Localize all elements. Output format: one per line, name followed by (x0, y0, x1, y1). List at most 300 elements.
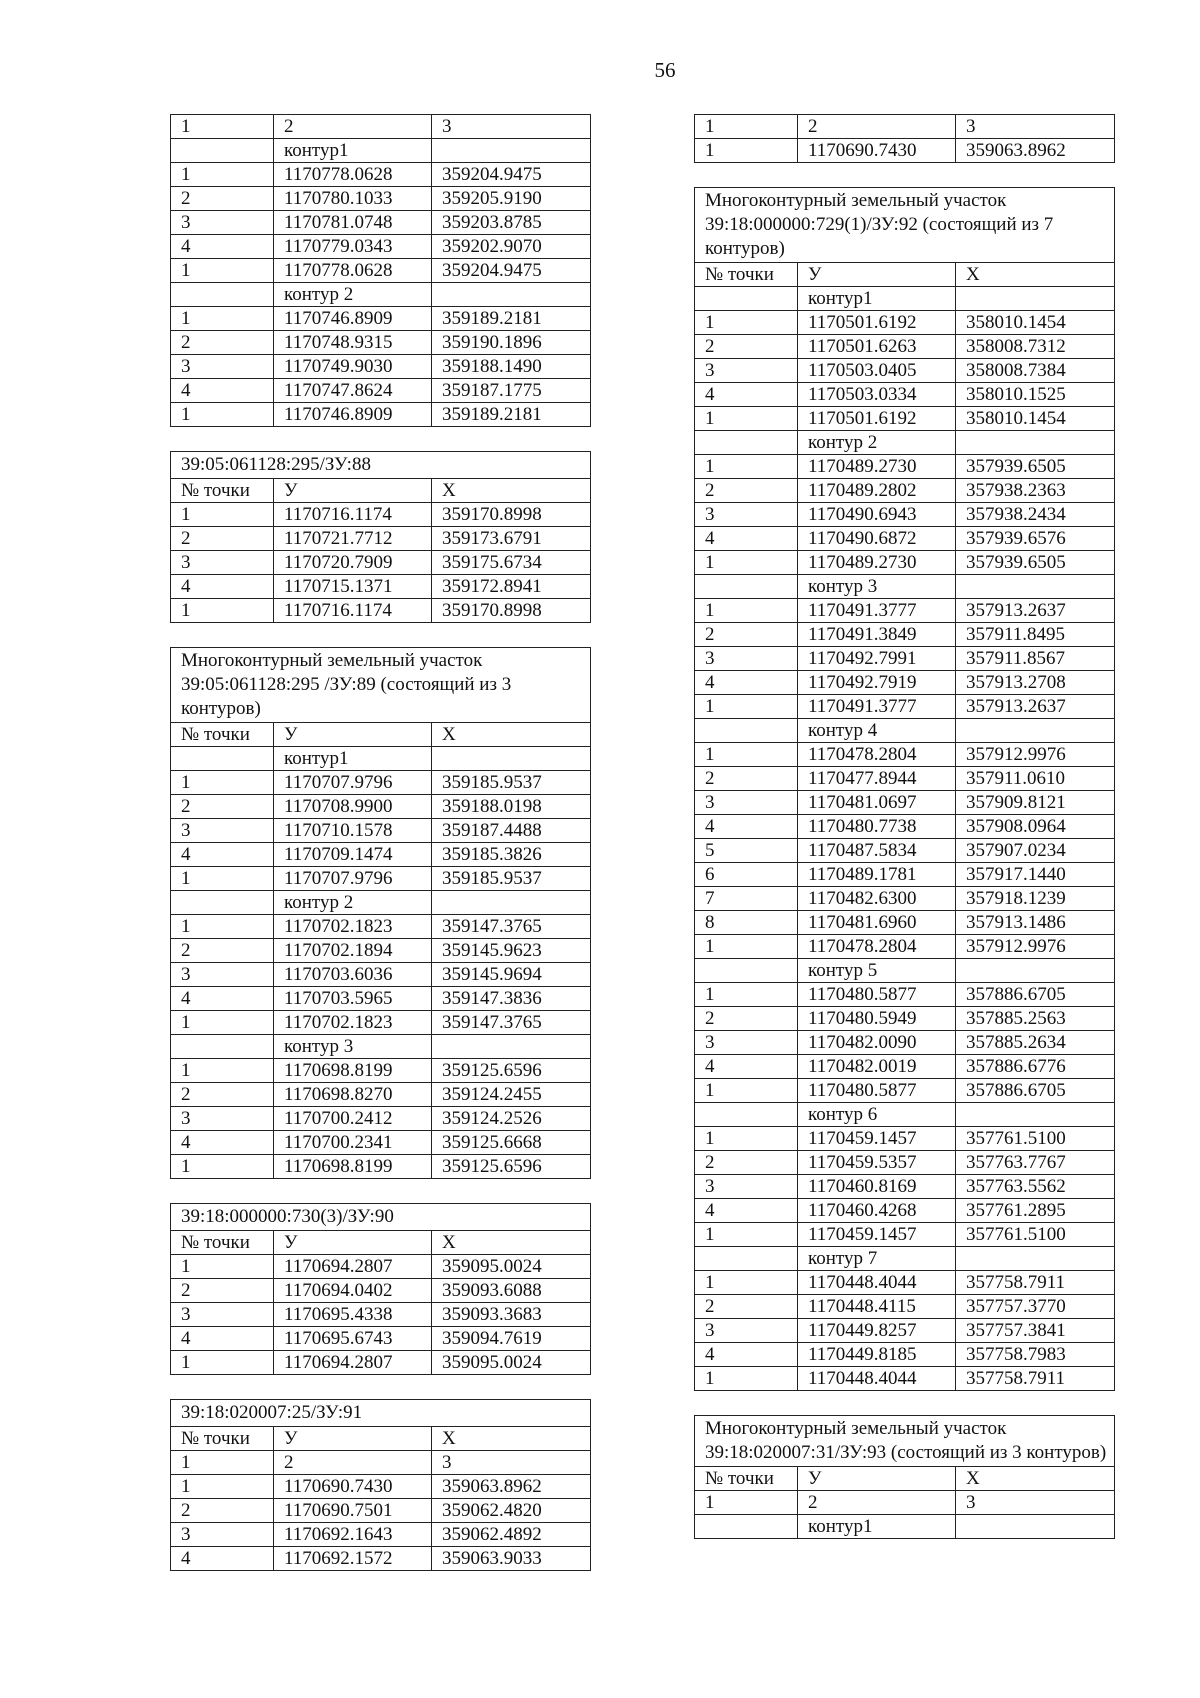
x-coordinate-cell: 357757.3770 (956, 1295, 1115, 1319)
y-coordinate-cell: 1170491.3849 (798, 623, 956, 647)
point-number-cell: 3 (171, 551, 274, 575)
x-coordinate-cell: 357939.6505 (956, 551, 1115, 575)
y-coordinate-cell: контур 6 (798, 1103, 956, 1127)
table-header-row (171, 1427, 591, 1451)
x-coordinate-cell: 357939.6505 (956, 455, 1115, 479)
y-coordinate-cell: 1170449.8257 (798, 1319, 956, 1343)
x-coordinate-cell: 357909.8121 (956, 791, 1115, 815)
point-number-cell (695, 719, 798, 743)
point-number-cell: 4 (695, 1055, 798, 1079)
x-coordinate-cell: 359095.0024 (432, 1255, 591, 1279)
table-row (171, 527, 591, 551)
y-coordinate-cell: 1170482.0090 (798, 1031, 956, 1055)
y-coordinate-cell: 1170491.3777 (798, 695, 956, 719)
y-coordinate-cell: 1170478.2804 (798, 935, 956, 959)
x-coordinate-cell (956, 1247, 1115, 1271)
x-coordinate-cell: 357911.8567 (956, 647, 1115, 671)
y-coordinate-cell: контур 2 (274, 283, 432, 307)
point-number-cell: 1 (171, 259, 274, 283)
table-row (695, 983, 1115, 1007)
x-coordinate-cell: 359204.9475 (432, 259, 591, 283)
point-number-cell (171, 139, 274, 163)
point-number-cell: 1 (695, 983, 798, 1007)
x-coordinate-cell: 357886.6705 (956, 1079, 1115, 1103)
coordinate-table (694, 114, 1115, 163)
point-number-cell: 3 (695, 1175, 798, 1199)
column-header: № точки (171, 1427, 274, 1451)
y-coordinate-cell: 1170715.1371 (274, 575, 432, 599)
table-title: Многоконтурный земельный участок 39:18:020007:31/ЗУ:93 (состоящий из 3 контуров) (695, 1416, 1115, 1467)
table-row (695, 911, 1115, 935)
y-coordinate-cell: 1170703.5965 (274, 987, 432, 1011)
y-coordinate-cell: 1170779.0343 (274, 235, 432, 259)
coordinate-table (694, 187, 1115, 1391)
y-coordinate-cell: 1170694.2807 (274, 1351, 432, 1375)
y-coordinate-cell: 1170489.2730 (798, 551, 956, 575)
table-row (171, 1255, 591, 1279)
right-column (694, 114, 1114, 1563)
x-coordinate-cell: 358010.1525 (956, 383, 1115, 407)
table-row (695, 1103, 1115, 1127)
x-coordinate-cell: 359175.6734 (432, 551, 591, 575)
x-coordinate-cell: 359205.9190 (432, 187, 591, 211)
table-row (171, 163, 591, 187)
table-row (171, 891, 591, 915)
table-row (171, 819, 591, 843)
table-row (171, 1351, 591, 1375)
point-number-cell: 1 (171, 403, 274, 427)
x-coordinate-cell: 357763.7767 (956, 1151, 1115, 1175)
table-row (171, 795, 591, 819)
y-coordinate-cell: 1170698.8199 (274, 1059, 432, 1083)
coordinate-table (170, 1399, 591, 1571)
x-coordinate-cell: 359170.8998 (432, 503, 591, 527)
point-number-cell (695, 575, 798, 599)
y-coordinate-cell: 1170716.1174 (274, 503, 432, 527)
column-header: 3 (432, 115, 591, 139)
table-row (171, 259, 591, 283)
table-row (171, 1083, 591, 1107)
point-number-cell: 4 (171, 987, 274, 1011)
table-row (171, 1451, 591, 1475)
x-coordinate-cell: 359094.7619 (432, 1327, 591, 1351)
point-number-cell: 1 (695, 139, 798, 163)
point-number-cell: 1 (695, 1367, 798, 1391)
y-coordinate-cell: 1170459.1457 (798, 1127, 956, 1151)
table-row (171, 235, 591, 259)
x-coordinate-cell: 359063.8962 (956, 139, 1115, 163)
table-row (695, 1271, 1115, 1295)
y-coordinate-cell: 1170489.2802 (798, 479, 956, 503)
point-number-cell (695, 1247, 798, 1271)
table-row (171, 355, 591, 379)
point-number-cell: 2 (695, 623, 798, 647)
point-number-cell: 3 (171, 355, 274, 379)
point-number-cell: 5 (695, 839, 798, 863)
point-number-cell (695, 1103, 798, 1127)
table-row (171, 503, 591, 527)
point-number-cell: 2 (695, 767, 798, 791)
x-coordinate-cell: 359147.3836 (432, 987, 591, 1011)
y-coordinate-cell: 1170477.8944 (798, 767, 956, 791)
x-coordinate-cell: 359188.1490 (432, 355, 591, 379)
point-number-cell: 1 (171, 163, 274, 187)
y-coordinate-cell: 1170694.2807 (274, 1255, 432, 1279)
y-coordinate-cell: 1170489.2730 (798, 455, 956, 479)
x-coordinate-cell: 359125.6596 (432, 1155, 591, 1179)
point-number-cell: 1 (695, 1491, 798, 1515)
y-coordinate-cell: 1170501.6192 (798, 407, 956, 431)
x-coordinate-cell: 359147.3765 (432, 1011, 591, 1035)
table-row (695, 791, 1115, 815)
x-coordinate-cell: 359190.1896 (432, 331, 591, 355)
x-coordinate-cell: 359145.9623 (432, 939, 591, 963)
x-coordinate-cell (956, 431, 1115, 455)
point-number-cell: 1 (171, 1155, 274, 1179)
y-coordinate-cell: контур1 (798, 287, 956, 311)
table-row (695, 887, 1115, 911)
x-coordinate-cell (956, 575, 1115, 599)
y-coordinate-cell: 1170501.6192 (798, 311, 956, 335)
table-header-row (171, 723, 591, 747)
point-number-cell (695, 431, 798, 455)
point-number-cell: 1 (171, 503, 274, 527)
column-header: 1 (695, 115, 798, 139)
column-header: № точки (695, 1467, 798, 1491)
table-title-row (171, 1204, 591, 1231)
left-column (170, 114, 590, 1595)
table-row (171, 1475, 591, 1499)
x-coordinate-cell: 359125.6596 (432, 1059, 591, 1083)
table-header-row (695, 263, 1115, 287)
column-header: У (274, 723, 432, 747)
x-coordinate-cell: 359185.3826 (432, 843, 591, 867)
y-coordinate-cell: 1170721.7712 (274, 527, 432, 551)
coordinate-table (170, 647, 591, 1179)
y-coordinate-cell: 1170492.7991 (798, 647, 956, 671)
point-number-cell: 1 (695, 743, 798, 767)
table-row (171, 403, 591, 427)
table-row (171, 867, 591, 891)
y-coordinate-cell: контур 2 (798, 431, 956, 455)
y-coordinate-cell: 1170448.4044 (798, 1271, 956, 1295)
table-row (695, 767, 1115, 791)
x-coordinate-cell (956, 719, 1115, 743)
table-row (171, 283, 591, 307)
table-row (695, 1223, 1115, 1247)
y-coordinate-cell: 1170707.9796 (274, 771, 432, 795)
point-number-cell: 2 (171, 187, 274, 211)
table-row (171, 843, 591, 867)
point-number-cell: 1 (171, 1351, 274, 1375)
point-number-cell: 6 (695, 863, 798, 887)
column-header: 2 (274, 115, 432, 139)
y-coordinate-cell: 1170480.5949 (798, 1007, 956, 1031)
table-row (695, 503, 1115, 527)
x-coordinate-cell: 357911.0610 (956, 767, 1115, 791)
table-title-row (171, 648, 591, 723)
y-coordinate-cell: 1170694.0402 (274, 1279, 432, 1303)
column-header: № точки (171, 1231, 274, 1255)
table-row (695, 839, 1115, 863)
x-coordinate-cell: 357913.2637 (956, 599, 1115, 623)
table-title: 39:18:000000:730(3)/ЗУ:90 (171, 1204, 591, 1231)
x-coordinate-cell: 359062.4820 (432, 1499, 591, 1523)
x-coordinate-cell: 357913.1486 (956, 911, 1115, 935)
column-header: № точки (171, 479, 274, 503)
table-row (695, 335, 1115, 359)
point-number-cell: 3 (171, 1303, 274, 1327)
point-number-cell: 1 (171, 1451, 274, 1475)
table-row (695, 1319, 1115, 1343)
table-row (171, 963, 591, 987)
y-coordinate-cell: 1170703.6036 (274, 963, 432, 987)
y-coordinate-cell: 1170716.1174 (274, 599, 432, 623)
table-title-row (695, 1416, 1115, 1467)
table-title: 39:18:020007:25/ЗУ:91 (171, 1400, 591, 1427)
point-number-cell: 1 (171, 867, 274, 891)
x-coordinate-cell: 3 (956, 1491, 1115, 1515)
table-title: Многоконтурный земельный участок 39:18:000000:729(1)/ЗУ:92 (состоящий из 7 контуров) (695, 188, 1115, 263)
table-header-row (695, 115, 1115, 139)
x-coordinate-cell (432, 139, 591, 163)
y-coordinate-cell: 1170708.9900 (274, 795, 432, 819)
point-number-cell: 4 (171, 235, 274, 259)
table-header-row (171, 1231, 591, 1255)
y-coordinate-cell: 1170690.7501 (274, 1499, 432, 1523)
x-coordinate-cell: 359202.9070 (432, 235, 591, 259)
table-row (695, 1367, 1115, 1391)
point-number-cell: 1 (695, 695, 798, 719)
y-coordinate-cell: 1170690.7430 (274, 1475, 432, 1499)
table-row (695, 743, 1115, 767)
column-header: Х (956, 1467, 1115, 1491)
x-coordinate-cell: 359063.8962 (432, 1475, 591, 1499)
table-row (695, 1199, 1115, 1223)
x-coordinate-cell: 357758.7983 (956, 1343, 1115, 1367)
point-number-cell (171, 1035, 274, 1059)
y-coordinate-cell: 1170698.8270 (274, 1083, 432, 1107)
x-coordinate-cell: 359173.6791 (432, 527, 591, 551)
x-coordinate-cell: 357885.2563 (956, 1007, 1115, 1031)
point-number-cell: 1 (695, 407, 798, 431)
table-header-row (171, 479, 591, 503)
y-coordinate-cell: 1170492.7919 (798, 671, 956, 695)
y-coordinate-cell: 1170482.0019 (798, 1055, 956, 1079)
table-row (695, 1491, 1115, 1515)
x-coordinate-cell: 357886.6705 (956, 983, 1115, 1007)
x-coordinate-cell: 359093.6088 (432, 1279, 591, 1303)
y-coordinate-cell: 1170460.4268 (798, 1199, 956, 1223)
column-header: Х (432, 723, 591, 747)
point-number-cell: 2 (171, 1083, 274, 1107)
point-number-cell: 1 (695, 1271, 798, 1295)
table-header-row (695, 1467, 1115, 1491)
y-coordinate-cell: 1170778.0628 (274, 259, 432, 283)
y-coordinate-cell: 1170748.9315 (274, 331, 432, 355)
point-number-cell: 1 (171, 1475, 274, 1499)
table-row (695, 479, 1115, 503)
point-number-cell: 3 (695, 359, 798, 383)
y-coordinate-cell: 1170481.0697 (798, 791, 956, 815)
x-coordinate-cell: 359187.4488 (432, 819, 591, 843)
table-row (695, 139, 1115, 163)
x-coordinate-cell: 359095.0024 (432, 1351, 591, 1375)
point-number-cell: 3 (171, 1107, 274, 1131)
point-number-cell: 1 (695, 311, 798, 335)
table-row (695, 575, 1115, 599)
x-coordinate-cell: 359145.9694 (432, 963, 591, 987)
table-row (171, 1035, 591, 1059)
y-coordinate-cell: 1170749.9030 (274, 355, 432, 379)
table-row (695, 671, 1115, 695)
column-header: № точки (695, 263, 798, 287)
point-number-cell: 1 (695, 599, 798, 623)
point-number-cell: 3 (171, 211, 274, 235)
table-row (695, 623, 1115, 647)
x-coordinate-cell: 357761.2895 (956, 1199, 1115, 1223)
table-row (171, 1523, 591, 1547)
x-coordinate-cell: 357757.3841 (956, 1319, 1115, 1343)
table-row (695, 311, 1115, 335)
y-coordinate-cell: 1170480.5877 (798, 983, 956, 1007)
table-title-row (171, 1400, 591, 1427)
x-coordinate-cell: 357912.9976 (956, 743, 1115, 767)
x-coordinate-cell (956, 959, 1115, 983)
x-coordinate-cell: 357907.0234 (956, 839, 1115, 863)
point-number-cell: 4 (695, 383, 798, 407)
point-number-cell: 1 (171, 1255, 274, 1279)
point-number-cell: 1 (171, 307, 274, 331)
table-row (171, 1327, 591, 1351)
table-row (171, 307, 591, 331)
x-coordinate-cell: 359188.0198 (432, 795, 591, 819)
table-title: 39:05:061128:295/ЗУ:88 (171, 452, 591, 479)
x-coordinate-cell: 357761.5100 (956, 1127, 1115, 1151)
table-row (695, 1127, 1115, 1151)
point-number-cell: 1 (695, 1127, 798, 1151)
x-coordinate-cell: 358010.1454 (956, 311, 1115, 335)
x-coordinate-cell: 358008.7312 (956, 335, 1115, 359)
x-coordinate-cell: 359204.9475 (432, 163, 591, 187)
point-number-cell: 2 (171, 1279, 274, 1303)
point-number-cell: 4 (695, 527, 798, 551)
point-number-cell: 3 (695, 1319, 798, 1343)
point-number-cell: 1 (695, 551, 798, 575)
table-row (171, 915, 591, 939)
x-coordinate-cell: 359185.9537 (432, 867, 591, 891)
table-row (695, 815, 1115, 839)
y-coordinate-cell: контур 5 (798, 959, 956, 983)
table-row (171, 575, 591, 599)
table-row (695, 599, 1115, 623)
y-coordinate-cell: 1170503.0405 (798, 359, 956, 383)
point-number-cell: 3 (171, 819, 274, 843)
table-row (695, 1151, 1115, 1175)
table-row (171, 939, 591, 963)
x-coordinate-cell: 357938.2434 (956, 503, 1115, 527)
x-coordinate-cell: 357912.9976 (956, 935, 1115, 959)
table-row (695, 431, 1115, 455)
table-row (171, 211, 591, 235)
table-row (695, 1343, 1115, 1367)
point-number-cell: 2 (695, 335, 798, 359)
table-title-row (171, 452, 591, 479)
point-number-cell: 4 (171, 1131, 274, 1155)
column-header: Х (432, 1231, 591, 1255)
table-row (695, 695, 1115, 719)
column-header: 2 (798, 115, 956, 139)
y-coordinate-cell: 1170449.8185 (798, 1343, 956, 1367)
point-number-cell (171, 283, 274, 307)
y-coordinate-cell: 1170501.6263 (798, 335, 956, 359)
y-coordinate-cell: 1170695.6743 (274, 1327, 432, 1351)
table-row (171, 1499, 591, 1523)
x-coordinate-cell: 359124.2455 (432, 1083, 591, 1107)
table-row (695, 935, 1115, 959)
x-coordinate-cell: 359203.8785 (432, 211, 591, 235)
x-coordinate-cell: 359189.2181 (432, 403, 591, 427)
y-coordinate-cell: 1170491.3777 (798, 599, 956, 623)
point-number-cell: 2 (695, 479, 798, 503)
x-coordinate-cell: 357939.6576 (956, 527, 1115, 551)
point-number-cell: 1 (171, 1059, 274, 1083)
x-coordinate-cell: 359172.8941 (432, 575, 591, 599)
y-coordinate-cell: контур 3 (798, 575, 956, 599)
table-row (695, 1247, 1115, 1271)
y-coordinate-cell: 1170710.1578 (274, 819, 432, 843)
y-coordinate-cell: контур 3 (274, 1035, 432, 1059)
x-coordinate-cell: 357761.5100 (956, 1223, 1115, 1247)
y-coordinate-cell: 1170720.7909 (274, 551, 432, 575)
point-number-cell: 1 (171, 599, 274, 623)
point-number-cell: 4 (695, 1343, 798, 1367)
table-row (171, 551, 591, 575)
column-header: № точки (171, 723, 274, 747)
point-number-cell: 4 (171, 379, 274, 403)
table-row (695, 359, 1115, 383)
point-number-cell: 4 (695, 671, 798, 695)
x-coordinate-cell: 357908.0964 (956, 815, 1115, 839)
table-row (695, 863, 1115, 887)
table-row (695, 1031, 1115, 1055)
point-number-cell: 1 (171, 915, 274, 939)
point-number-cell: 2 (171, 331, 274, 355)
x-coordinate-cell: 359093.3683 (432, 1303, 591, 1327)
point-number-cell: 1 (171, 1011, 274, 1035)
point-number-cell (695, 287, 798, 311)
point-number-cell: 3 (171, 1523, 274, 1547)
x-coordinate-cell: 357758.7911 (956, 1271, 1115, 1295)
y-coordinate-cell: 1170487.5834 (798, 839, 956, 863)
table-row (171, 1547, 591, 1571)
x-coordinate-cell (432, 747, 591, 771)
y-coordinate-cell: 1170448.4115 (798, 1295, 956, 1319)
point-number-cell: 2 (695, 1151, 798, 1175)
x-coordinate-cell: 357763.5562 (956, 1175, 1115, 1199)
column-header: У (274, 1427, 432, 1451)
table-row (171, 1131, 591, 1155)
x-coordinate-cell (432, 1035, 591, 1059)
y-coordinate-cell: 1170700.2341 (274, 1131, 432, 1155)
y-coordinate-cell: контур 2 (274, 891, 432, 915)
column-header: У (798, 1467, 956, 1491)
point-number-cell: 1 (695, 935, 798, 959)
x-coordinate-cell (432, 283, 591, 307)
table-row (695, 1007, 1115, 1031)
x-coordinate-cell (956, 287, 1115, 311)
x-coordinate-cell: 359063.9033 (432, 1547, 591, 1571)
